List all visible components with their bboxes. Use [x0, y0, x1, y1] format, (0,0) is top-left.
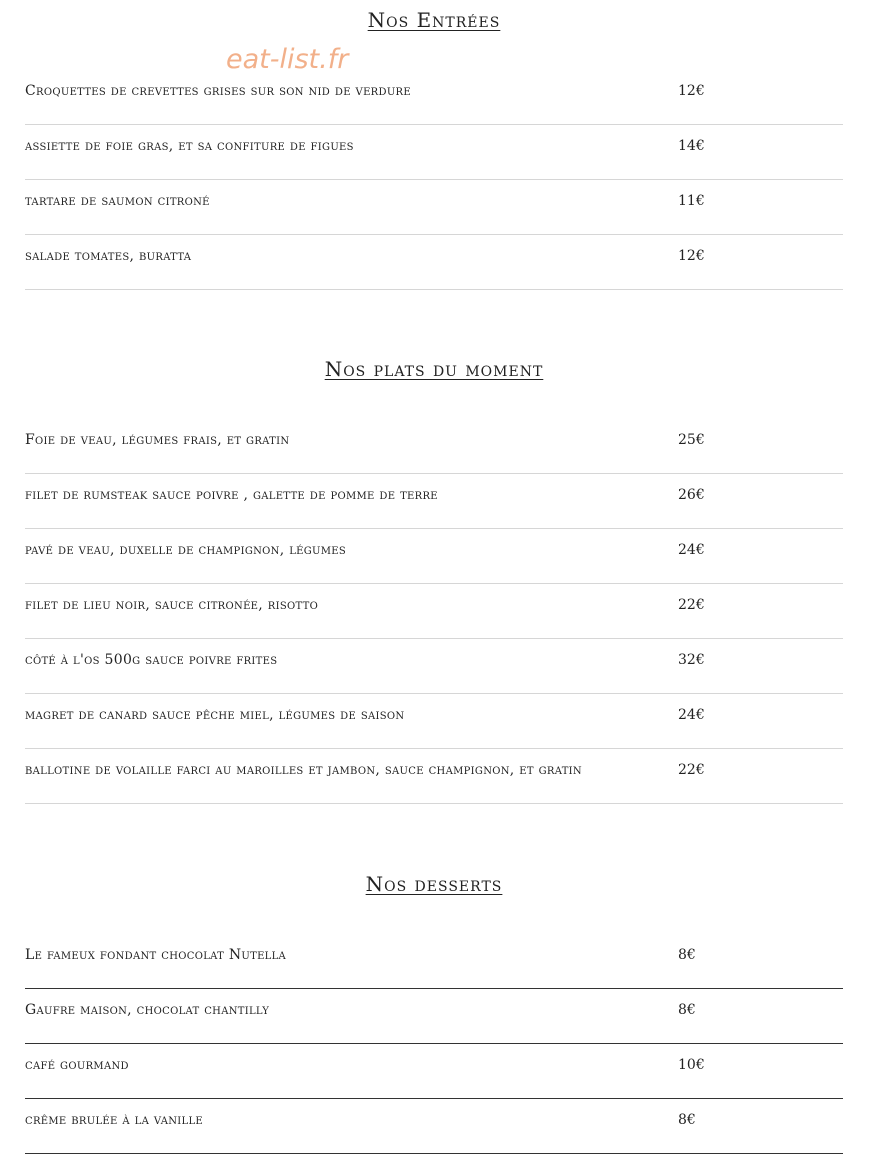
item-name: pavé de veau, duxelle de champignon, légumes	[25, 542, 347, 558]
item-name: assiette de foie gras, et sa confiture de figues	[25, 138, 354, 154]
item-price: 14€	[678, 138, 705, 154]
item-name: filet de lieu noir, sauce citronée, risotto	[25, 597, 319, 613]
item-price: 8€	[678, 947, 696, 963]
item-name: Gaufre maison, chocolat chantilly	[25, 1002, 270, 1018]
section-title-entrees-text: Nos Entrées	[367, 8, 501, 32]
item-name: Croquettes de crevettes grises sur son nid de verdure	[25, 83, 411, 99]
item-price: 12€	[678, 83, 705, 99]
section-title-plats-text: Nos plats du moment	[324, 357, 544, 381]
menu-item	[25, 235, 843, 290]
menu-item	[25, 1099, 843, 1154]
menu-item	[25, 1044, 843, 1099]
item-name: salade tomates, buratta	[25, 248, 192, 264]
menu-list-entrees	[25, 70, 843, 290]
item-name: ballotine de volaille farci au maroilles et jambon, sauce champignon, et gratin	[25, 762, 582, 778]
item-price: 8€	[678, 1002, 696, 1018]
menu-item	[25, 474, 843, 529]
menu-item	[25, 180, 843, 235]
menu-item	[25, 749, 843, 804]
menu-item	[25, 639, 843, 694]
menu-item	[25, 584, 843, 639]
menu-item	[25, 934, 843, 989]
item-price: 22€	[678, 762, 705, 778]
menu-list-plats	[25, 419, 843, 804]
item-name: Foie de veau, légumes frais, et gratin	[25, 432, 290, 448]
watermark-text: eat-list.fr	[226, 44, 349, 75]
menu-list-desserts	[25, 934, 843, 1154]
menu-item	[25, 419, 843, 474]
item-name: Le fameux fondant chocolat Nutella	[25, 947, 287, 963]
menu-item	[25, 989, 843, 1044]
item-name: côté à l'os 500g sauce poivre frites	[25, 652, 278, 668]
item-name: crême brulée à la vanille	[25, 1112, 203, 1128]
menu-item	[25, 694, 843, 749]
item-price: 22€	[678, 597, 705, 613]
item-name: magret de canard sauce pêche miel, légumes de saison	[25, 707, 405, 723]
item-price: 24€	[678, 707, 705, 723]
menu-item	[25, 70, 843, 125]
menu-item	[25, 529, 843, 584]
item-price: 11€	[678, 193, 705, 209]
item-price: 12€	[678, 248, 705, 264]
section-title-plats	[0, 357, 868, 381]
item-price: 24€	[678, 542, 705, 558]
item-name: café gourmand	[25, 1057, 129, 1073]
section-title-entrees	[0, 8, 868, 32]
item-price: 8€	[678, 1112, 696, 1128]
menu-item	[25, 125, 843, 180]
section-title-desserts-text: Nos desserts	[365, 872, 503, 896]
item-name: tartare de saumon citroné	[25, 193, 210, 209]
section-title-desserts	[0, 872, 868, 896]
item-price: 25€	[678, 432, 705, 448]
item-price: 32€	[678, 652, 705, 668]
item-price: 10€	[678, 1057, 705, 1073]
item-name: filet de rumsteak sauce poivre , galette de pomme de terre	[25, 487, 438, 503]
item-price: 26€	[678, 487, 705, 503]
